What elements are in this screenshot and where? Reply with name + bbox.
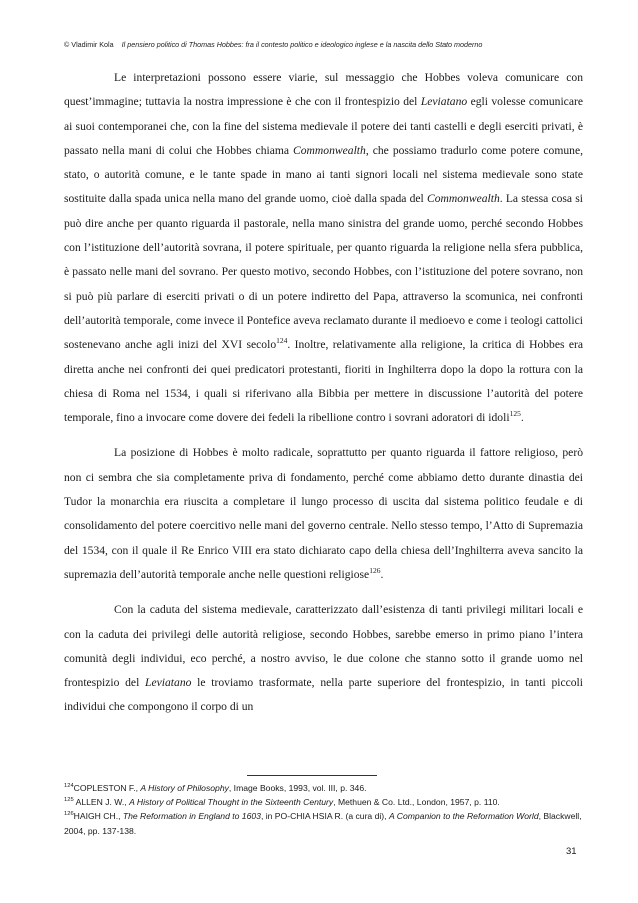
paragraph-1 <box>64 66 583 430</box>
text-run: , Blackwell, 2004, pp. 137-138. <box>64 811 582 836</box>
text-run: . La stessa cosa si può dire anche per quanto riguarda il pastorale, nella mano sinistra del grande uomo, perché secondo Hobbes con l’istituzione dell’autorità sovrana, il potere spirituale, per quanto riguarda la religione nella sfera pubblica, è passato nelle mani del sovrano. Per questo motivo, secondo Hobbes, con l’istituzione del potere sovrano, non si può più parlare di eserciti privati o di un potere indiretto del Papa, attraverso la scomunica, nei confronti dell’autorità temporale, come invece il Pontefice aveva reclamato durante il medioevo e come i teologi cattolici sostenevano anche agli inizi del XVI secolo <box>64 192 583 352</box>
text-run: ALLEN J. W., <box>73 797 130 808</box>
italic-term: Commonwealth <box>426 192 500 206</box>
header-title: Il pensiero politico di Thomas Hobbes: fra il contesto politico e ideologico inglese e la nascita dello Stato moderno <box>121 40 483 49</box>
text-run: , che possiamo tradurlo come potere comune, stato, o autorità comune, e le tante spade in mano ai tanti signori locali nel sistema medievale sono state sostituite dalla spada unica nella mano del grande uomo, cioè dalla spada del <box>64 143 583 206</box>
text-run: La posizione di Hobbes è molto radicale, soprattutto per quanto riguarda il fattore religioso, però non ci sembra che sia completamente priva di fondamento, perché come abbiamo detto durante dinastia dei Tudor la monarchia era riuscita a completare il lungo processo di uscita dal sistema politico feudale e di consolidamento del potere coercitivo nelle mani del governo centrale. Nello stesso tempo, l’Atto di Supremazia del 1534, con il quale il Re Enrico VIII era stato dichiarato capo della chiesa dell’Inghilterra aveva sancito la supremazia dell’autorità temporale anche nelle questioni religiose <box>64 446 583 581</box>
footnote-number: 124 <box>64 783 74 790</box>
header-author: © Vladimir Kola <box>64 40 114 49</box>
text-run: Con la caduta del sistema medievale, caratterizzato dall’esistenza di tanti privilegi militari locali e con la caduta dei privilegi delle autorità religiose, secondo Hobbes, sarebbe emerso in primo piano l’intera comunità degli individui, eco perché, a nostro avviso, le due colone che stanno sotto il grande uomo nel frontespizio del <box>64 603 583 690</box>
text-run: egli volesse comunicare ai suoi contemporanei che, con la fine del sistema medievale il potere dei tanti castelli e degli eserciti privati, è passato nella mani di colui che Hobbes chiama <box>64 95 583 157</box>
footnote-number: 125 <box>64 797 74 804</box>
italic-term: Commonwealth <box>293 143 366 157</box>
footnote-125 <box>64 795 586 809</box>
footnote-126 <box>64 809 586 837</box>
footnote-124 <box>64 781 586 795</box>
italic-title: A History of Political Thought in the Sixteenth Century <box>129 797 334 808</box>
footnote-separator <box>247 775 377 776</box>
paragraph-2 <box>64 441 583 587</box>
text-run: , in PO-CHIA HSIA R. (a cura di), <box>260 811 389 822</box>
paragraph-3 <box>64 598 583 719</box>
footnote-ref-124[interactable]: 124 <box>276 336 288 346</box>
footnote-number: 126 <box>64 811 74 818</box>
text-run: COPLESTON F., <box>73 783 141 793</box>
italic-title: A Companion to the Reformation World <box>388 811 539 822</box>
page-number: 31 <box>566 846 577 857</box>
italic-term: Leviatano <box>145 676 192 690</box>
text-run: le troviamo trasformate, nella parte superiore del frontespizio, in tanti piccoli individui che compongono il corpo di un <box>64 676 584 714</box>
body-text <box>64 66 583 731</box>
text-run: . <box>520 411 524 425</box>
italic-term: Leviatano <box>420 95 468 109</box>
text-run: , Image Books, 1993, vol. III, p. 346. <box>228 783 367 793</box>
text-run: . <box>380 567 384 581</box>
text-run: HAIGH CH., <box>73 811 123 822</box>
running-header <box>64 40 584 49</box>
footnote-ref-126[interactable]: 126 <box>369 566 381 576</box>
footnote-ref-125[interactable]: 125 <box>509 409 521 419</box>
text-run: Le interpretazioni possono essere viarie, sul messaggio che Hobbes voleva comunicare con quest’immagine; tuttavia la nostra impressione è che con il frontespizio del <box>64 71 583 109</box>
text-run: , Methuen & Co. Ltd., London, 1957, p. 110. <box>333 797 500 808</box>
italic-title: The Reformation in England to 1603 <box>122 811 261 822</box>
text-run: . Inoltre, relativamente alla religione, la critica di Hobbes era diretta anche nei confronti dei quei predicatori protestanti, fioriti in Inghilterra dopo la dopo la rottura con la chiesa di Roma nel 1534, i quali si riferivano alla Bibbia per mettere in discussione l’autorità del potere temporale, fino a invocare come dovere dei fedeli la ribellione contro i sovrani adoratori di idoli <box>64 338 583 425</box>
italic-title: A History of Philosophy <box>140 783 229 793</box>
footnotes <box>64 781 586 838</box>
